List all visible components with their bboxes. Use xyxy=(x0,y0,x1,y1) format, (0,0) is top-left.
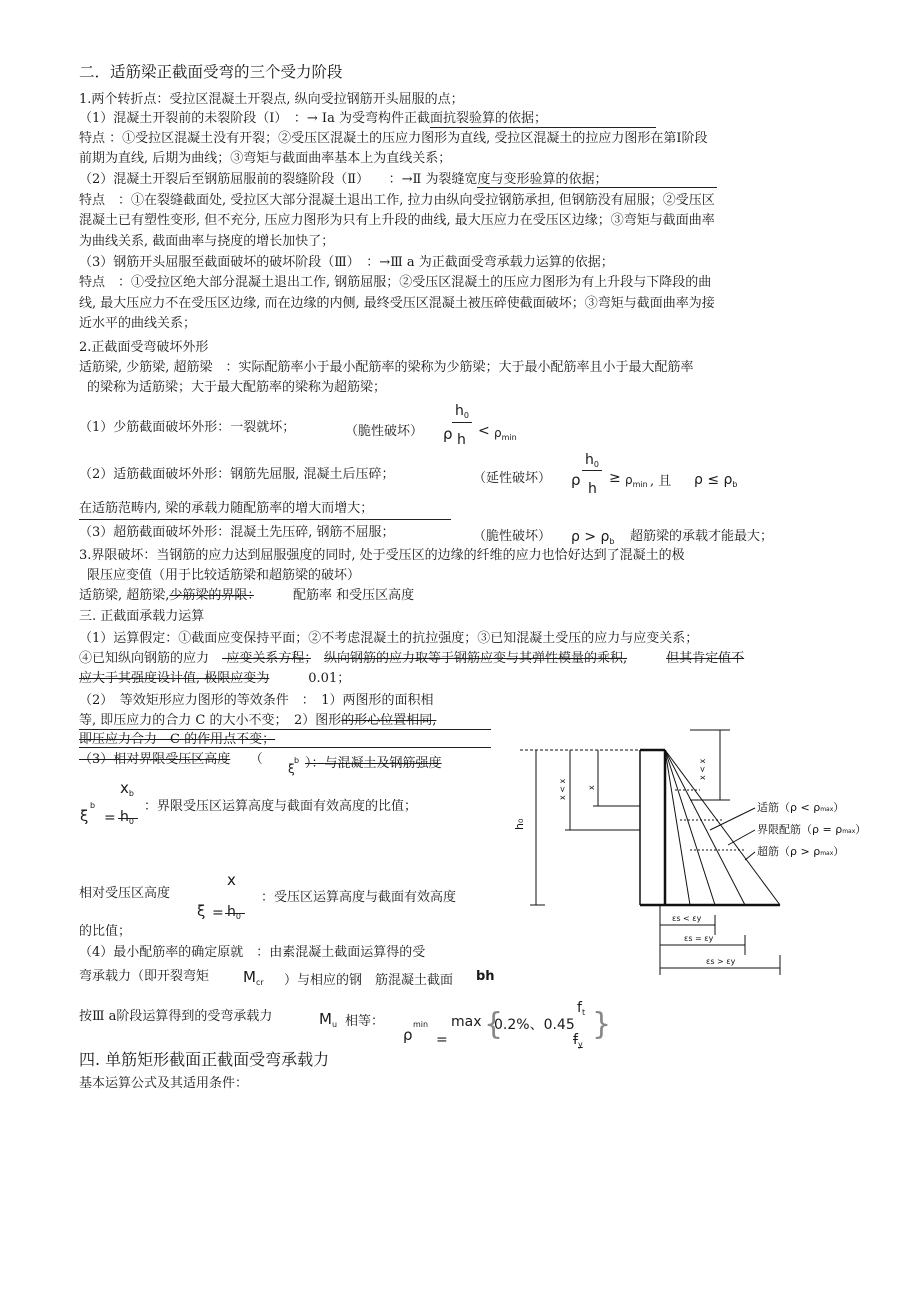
min-ratio-b: 弯承载力（即开裂弯矩 xyxy=(79,969,210,984)
stage2-features-c: 为曲线关系, 截面曲率与挠度的增长加快了； xyxy=(79,234,335,249)
stage3: （3）钢筋开头屈服至截面破坏的破坏阶段（Ⅲ） ：→Ⅲ a 为正截面受弯承载力运算的依据； xyxy=(79,255,614,270)
para-transition-points: 1.两个转折点：受拉区混凝土开裂点, 纵向受拉钢筋开头屈服的点； xyxy=(79,92,464,107)
fy: $f_y$ xyxy=(573,1032,583,1049)
xi-b: ξ xyxy=(80,807,89,825)
mode2-and: , 且 xyxy=(650,474,672,489)
mode1-rho: ρ xyxy=(443,425,453,443)
failure-modes-b: 的梁称为适筋梁；大于最大配筋率的梁称为超筋梁； xyxy=(87,380,387,395)
min-ratio-a: （4）最小配筋率的确定原就 ：由素混凝土截面运算得的受 xyxy=(79,945,426,960)
mode1-lt: < xyxy=(478,423,490,439)
xi-b-h0: $h_0$ xyxy=(120,809,134,826)
section4-title: 四. 单筋矩形截面正截面受弯承载力 xyxy=(79,1050,330,1069)
mode2-rho: ρ xyxy=(571,471,581,489)
rel-eq: = xyxy=(212,905,224,921)
failure-modes-a: 适筋梁, 少筋梁, 超筋梁 ：实际配筋率小于最小配筋率的梁称为少筋梁；大于最小配筋率且小于最大配筋率 xyxy=(79,360,694,375)
limit-height-a: （3）相对界限受压区高度 （ xyxy=(79,752,263,767)
mode2-rho2: $\rho \le \rho_b$ xyxy=(694,472,738,489)
mode2: （2）适筋截面破坏外形：钢筋先屈服, 混凝土后压碎； xyxy=(79,467,395,482)
min-ratio-c: 按Ⅲ a阶段运算得到的受弯承载力 xyxy=(79,1009,273,1024)
assumptions-a: （1）运算假定：①截面应变保持平面；②不考虑混凝土的抗拉强度；③已知混凝土受压的应力与应变关系； xyxy=(79,631,699,646)
mode2-h0: $h_0$ xyxy=(585,452,599,469)
equivalent-a: （2） 等效矩形应力图形的等效条件 ： 1）两图形的面积相 xyxy=(79,693,434,708)
rel-xi: ξ xyxy=(197,902,206,920)
relative-height-def: ：受压区运算高度与截面有效高度 xyxy=(261,890,457,905)
label-over-reinforced: 超筋（ρ > ρmax） xyxy=(757,845,845,858)
section3-title: 三. 正截面承载力运算 xyxy=(79,609,205,624)
assumptions-b: ④已知纵向钢筋的应力 -应变关系方程； 纵向钢筋的应力取等于钢筋应变与其弹性模量的乘积, 但其肯定值不 xyxy=(79,651,745,666)
mode2-rhomin: $\rho_{min}$ xyxy=(625,473,648,489)
mode2-type: （延性破坏） xyxy=(473,471,552,486)
strain-gt: εs > εy xyxy=(706,957,736,966)
mode3-type: （脆性破坏） xyxy=(473,529,552,544)
limit-xi: ξ xyxy=(288,762,295,776)
failure-modes-title: 2.正截面受弯破坏外形 xyxy=(79,340,209,355)
stage3-features-a: 特点 ：①受拉区绝大部分混凝土退出工作, 钢筋屈服；②受压区混凝土的压应力图形为有上升段与下降段的曲 xyxy=(79,275,712,290)
brace-right: } xyxy=(592,1007,612,1042)
stage2-features-b: 混凝土已有塑性变形, 但不充分, 压应力图形为只有上升段的曲线, 最大压应力在受压区边缘；③弯矩与截面曲率 xyxy=(79,213,715,228)
diagram-xa: x < x xyxy=(558,778,567,800)
strain-lt: εs < εy xyxy=(672,914,702,923)
mode1-type: （脆性破坏） xyxy=(345,424,424,439)
strain-eq: εs = εy xyxy=(684,934,714,943)
diagram-xb: x xyxy=(587,785,596,790)
rho-min-sup: min xyxy=(413,1020,429,1029)
min-ratio-c2: 相等： xyxy=(345,1014,385,1029)
stage3-features-c: 近水平的曲线关系； xyxy=(79,316,197,331)
mode1-h0: $h_0$ xyxy=(455,403,469,420)
stage3-features-b: 线, 最大压应力不在受压区边缘, 而在边缘的内侧, 最终受压区混凝土被压碎使截面破坏；③弯矩与截面曲率为接 xyxy=(79,296,715,311)
mode1: （1）少筋截面破坏外形：一裂就坏； xyxy=(79,420,296,435)
mode3-note: 超筋梁的承载才能最大； xyxy=(630,529,774,544)
assumptions-c: 应大于其强度设计值, 极限应变为 0.01； xyxy=(79,671,351,686)
xb: $x_b$ xyxy=(120,779,134,798)
section2-title: 二．适筋梁正截面受弯的三个受力阶段 xyxy=(79,63,343,81)
mode2-note: 在适筋范畴内, 梁的承载力随配筋率的增大而增大； xyxy=(79,501,374,516)
stage1: （1）混凝土开裂前的未裂阶段（Ⅰ） ：→ Ⅰa 为受弯构件正截面抗裂验算的依据； xyxy=(79,111,547,126)
stage1-features-a: 特点 ：①受拉区混凝土没有开裂；②受压区混凝土的压应力图形为直线, 受拉区混凝土的拉应力图形在第Ⅰ阶段 xyxy=(79,131,708,146)
relative-height-def-2: 的比值； xyxy=(79,924,132,939)
rel-x: x xyxy=(227,871,236,889)
section4-sub: 基本运算公式及其适用条件： xyxy=(79,1076,249,1091)
mcr: $M_{cr}$ xyxy=(243,968,264,987)
mode2-ge: ≥ xyxy=(609,470,621,486)
mode1-rhomin: $\rho_{min}$ xyxy=(494,426,517,442)
bh: bh xyxy=(476,969,495,984)
min-ratio-b2: ）与相应的钢 筋混凝土截面 xyxy=(284,973,454,988)
mode1-h: h xyxy=(457,432,466,448)
limit-height-def: ：界限受压区运算高度与截面有效高度的比值； xyxy=(144,799,418,814)
boundary-line: 适筋梁, 超筋梁,少筋梁的界限： 配筋率 和受压区高度 xyxy=(79,588,415,603)
mode2-h: h xyxy=(588,481,597,497)
mu: $M_u$ xyxy=(319,1010,338,1029)
max-expr: max xyxy=(451,1014,482,1030)
pct-expr: 0.2%、0.45 xyxy=(494,1017,575,1033)
stage1-features-b: 前期为直线, 后期为曲线；③弯矩与截面曲率基本上为直线关系； xyxy=(79,151,452,166)
rho-min-eq: = xyxy=(436,1032,448,1048)
ft: $f_t$ xyxy=(577,1000,586,1017)
xi-b-eq: = xyxy=(104,810,116,826)
brace-left: { xyxy=(484,1007,504,1042)
equivalent-c: 即压应力合力 C 的作用点不变； xyxy=(79,732,276,747)
diagram-h0: h₀ xyxy=(513,818,526,830)
rho-min: ρ xyxy=(403,1026,413,1044)
diagram-xc: x < x xyxy=(698,758,707,780)
stage2-features-a: 特点 ：①在裂缝截面处, 受拉区大部分混凝土退出工作, 拉力由纵向受拉钢筋承担, 但钢筋没有屈服；②受压区 xyxy=(79,193,715,208)
mode3: （3）超筋截面破坏外形：混凝土先压碎, 钢筋不屈服； xyxy=(79,525,395,540)
xi-b-sup: b xyxy=(90,801,96,810)
balanced-failure-a: 3.界限破坏：当钢筋的应力达到屈服强度的同时, 处于受压区的边缘的纤维的应力也恰好达到了混凝土的极 xyxy=(79,548,685,563)
mode3-rho: $\rho > \rho_b$ xyxy=(571,529,615,546)
rel-h0: $h_0$ xyxy=(227,904,241,921)
stage2: （2）混凝土开裂后至钢筋屈服前的裂缝阶段（Ⅱ） ：→Ⅱ 为裂缝宽度与变形验算的依据； xyxy=(79,172,608,187)
limit-height-b: ）：与混凝土及钢筋强度 xyxy=(305,756,442,771)
relative-height: 相对受压区高度 xyxy=(79,886,171,901)
limit-xi-sub: b xyxy=(294,756,300,765)
equivalent-b: 等, 即压应力的合力 C 的大小不变； 2）图形的形心位置相同, xyxy=(79,713,437,728)
label-under-reinforced: 适筋（ρ < ρmax） xyxy=(757,801,845,814)
balanced-failure-b: 限压应变值（用于比较适筋梁和超筋梁的破坏） xyxy=(87,568,361,583)
label-balanced: 界限配筋（ρ = ρmax） xyxy=(757,823,867,836)
